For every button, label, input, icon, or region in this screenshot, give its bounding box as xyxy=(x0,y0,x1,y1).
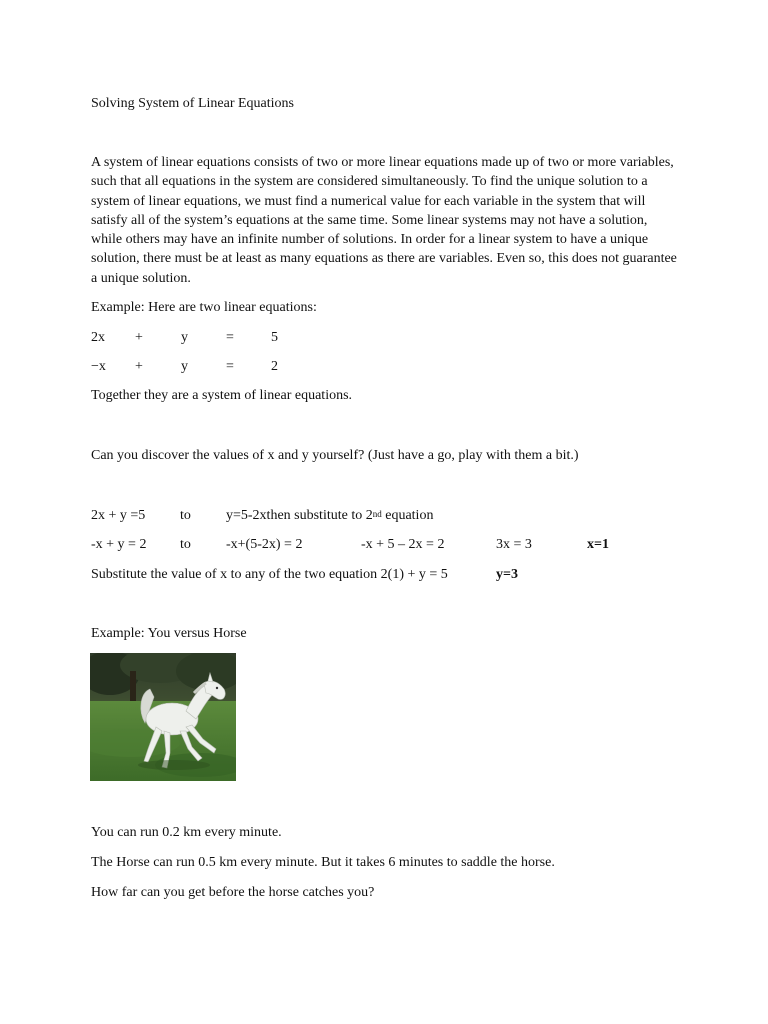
eq1-value: 5 xyxy=(271,330,278,345)
eq2-term-x: −x xyxy=(91,359,106,374)
solution-row1-equation: 2x + y =5 xyxy=(91,508,146,523)
eq2-term-y: y xyxy=(181,359,188,374)
solution-y-result: y=3 xyxy=(496,567,518,582)
solution-row1-step xyxy=(226,506,433,525)
page-title: Solving System of Linear Equations xyxy=(91,96,294,111)
solution-row2-substitution: -x+(5-2x) = 2 xyxy=(226,537,303,552)
solution-row1-suffix: equation xyxy=(381,508,434,523)
eq2-equals: = xyxy=(226,359,234,374)
example2-heading: Example: You versus Horse xyxy=(91,626,247,641)
eq1-term-2x: 2x xyxy=(91,330,105,345)
example2-line-3: How far can you get before the horse catches you? xyxy=(91,885,375,900)
solution-x-result: x=1 xyxy=(587,537,609,552)
eq1-equals: = xyxy=(226,330,234,345)
intro-paragraph: A system of linear equations consists of two or more linear equations made up of two or more variables, such that all equations in the system are considered simultaneously. To find the unique solution to a system of linear equations, we must find a numerical value for each variable in the system that will satisfy all of the system’s equations at the same time. Some linear systems may not have a solution, while others may have an infinite number of solutions. In order for a linear system to have a unique solution, there must be at least as many equations as there are variables. Even so, this does not guarantee a unique solution. xyxy=(91,155,677,286)
solution-row1-step-text: y=5-2xthen substitute to 2 xyxy=(226,508,373,523)
solution-row1-to: to xyxy=(180,508,191,523)
solution-row1-sup: nd xyxy=(372,509,382,519)
example2-line-2: The Horse can run 0.5 km every minute. But it takes 6 minutes to saddle the horse. xyxy=(91,855,555,870)
example1-conclusion: Together they are a system of linear equations. xyxy=(91,388,353,403)
solution-row2-expand: -x + 5 – 2x = 2 xyxy=(361,537,445,552)
eq1-plus: + xyxy=(135,330,143,345)
solution-row2-simplify: 3x = 3 xyxy=(496,537,532,552)
example2-line-1: You can run 0.2 km every minute. xyxy=(91,825,282,840)
solution-row2-equation: -x + y = 2 xyxy=(91,537,147,552)
eq2-plus: + xyxy=(135,359,143,374)
eq2-value: 2 xyxy=(271,359,278,374)
solution-row2-to: to xyxy=(180,537,191,552)
horse-photo xyxy=(90,653,236,781)
example1-heading: Example: Here are two linear equations: xyxy=(91,300,317,315)
eq1-term-y: y xyxy=(181,330,188,345)
horse-photo-illustration xyxy=(90,653,236,781)
question-text: Can you discover the values of x and y yourself? (Just have a go, play with them a bit.) xyxy=(91,448,579,463)
solution-row3-text: Substitute the value of x to any of the two equation 2(1) + y = 5 xyxy=(91,567,448,582)
